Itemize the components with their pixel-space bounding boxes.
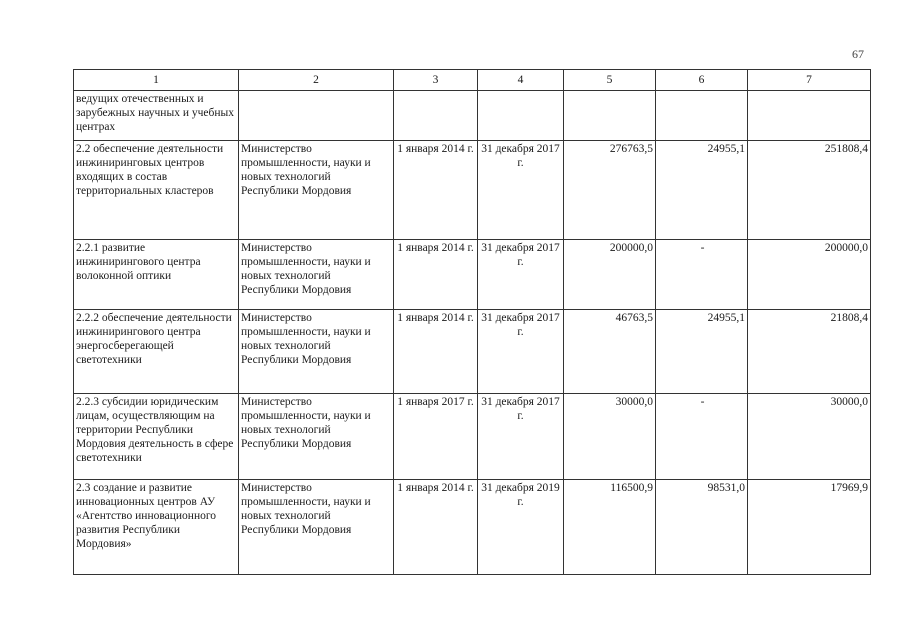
total-value: 116500,9 bbox=[564, 480, 656, 575]
end-date: 31 декабря 2019 г. bbox=[478, 480, 564, 575]
table-row bbox=[74, 91, 871, 141]
measure-name: 2.2 обеспечение деятельности инжиниринговых центров входящих в состав территориальных кластеров bbox=[74, 141, 239, 240]
end-date: 31 декабря 2017 г. bbox=[478, 141, 564, 240]
measure-name: 2.2.3 субсидии юридическим лицам, осуществляющим на территории Республики Мордовия деятельность в сфере светотехники bbox=[74, 394, 239, 480]
column-header: 6 bbox=[656, 70, 748, 91]
end-date bbox=[478, 91, 564, 141]
value-col6: - bbox=[656, 240, 748, 310]
value-col7: 17969,9 bbox=[748, 480, 871, 575]
value-col7: 200000,0 bbox=[748, 240, 871, 310]
total-value bbox=[564, 91, 656, 141]
value-col6 bbox=[656, 91, 748, 141]
start-date: 1 января 2014 г. bbox=[394, 480, 478, 575]
value-col6: - bbox=[656, 394, 748, 480]
header-row bbox=[74, 70, 871, 91]
start-date: 1 января 2014 г. bbox=[394, 240, 478, 310]
measure-name: 2.2.1 развитие инжинирингового центра волоконной оптики bbox=[74, 240, 239, 310]
column-header: 1 bbox=[74, 70, 239, 91]
total-value: 276763,5 bbox=[564, 141, 656, 240]
column-header: 2 bbox=[239, 70, 394, 91]
total-value: 200000,0 bbox=[564, 240, 656, 310]
column-header: 4 bbox=[478, 70, 564, 91]
page-number: 67 bbox=[852, 47, 864, 61]
end-date: 31 декабря 2017 г. bbox=[478, 310, 564, 394]
start-date: 1 января 2017 г. bbox=[394, 394, 478, 480]
column-header: 7 bbox=[748, 70, 871, 91]
value-col7: 30000,0 bbox=[748, 394, 871, 480]
value-col7: 21808,4 bbox=[748, 310, 871, 394]
value-col7 bbox=[748, 91, 871, 141]
start-date bbox=[394, 91, 478, 141]
program-table bbox=[73, 69, 871, 575]
value-col6: 98531,0 bbox=[656, 480, 748, 575]
value-col6: 24955,1 bbox=[656, 310, 748, 394]
value-col7: 251808,4 bbox=[748, 141, 871, 240]
column-header: 3 bbox=[394, 70, 478, 91]
table-row bbox=[74, 394, 871, 480]
organization: Министерство промышленности, науки и новых технологий Республики Мордовия bbox=[239, 240, 394, 310]
table-row bbox=[74, 310, 871, 394]
start-date: 1 января 2014 г. bbox=[394, 141, 478, 240]
measure-name: 2.3 создание и развитие инновационных центров АУ «Агентство инновационного развития Республики Мордовия» bbox=[74, 480, 239, 575]
total-value: 46763,5 bbox=[564, 310, 656, 394]
organization: Министерство промышленности, науки и новых технологий Республики Мордовия bbox=[239, 480, 394, 575]
table-row bbox=[74, 240, 871, 310]
end-date: 31 декабря 2017 г. bbox=[478, 240, 564, 310]
column-header: 5 bbox=[564, 70, 656, 91]
start-date: 1 января 2014 г. bbox=[394, 310, 478, 394]
measure-name: ведущих отечественных и зарубежных научных и учебных центрах bbox=[74, 91, 239, 141]
organization: Министерство промышленности, науки и новых технологий Республики Мордовия bbox=[239, 394, 394, 480]
total-value: 30000,0 bbox=[564, 394, 656, 480]
measure-name: 2.2.2 обеспечение деятельности инжинирингового центра энергосберегающей светотехники bbox=[74, 310, 239, 394]
table-row bbox=[74, 141, 871, 240]
organization bbox=[239, 91, 394, 141]
organization: Министерство промышленности, науки и новых технологий Республики Мордовия bbox=[239, 310, 394, 394]
organization: Министерство промышленности, науки и новых технологий Республики Мордовия bbox=[239, 141, 394, 240]
value-col6: 24955,1 bbox=[656, 141, 748, 240]
end-date: 31 декабря 2017 г. bbox=[478, 394, 564, 480]
table-row bbox=[74, 480, 871, 575]
